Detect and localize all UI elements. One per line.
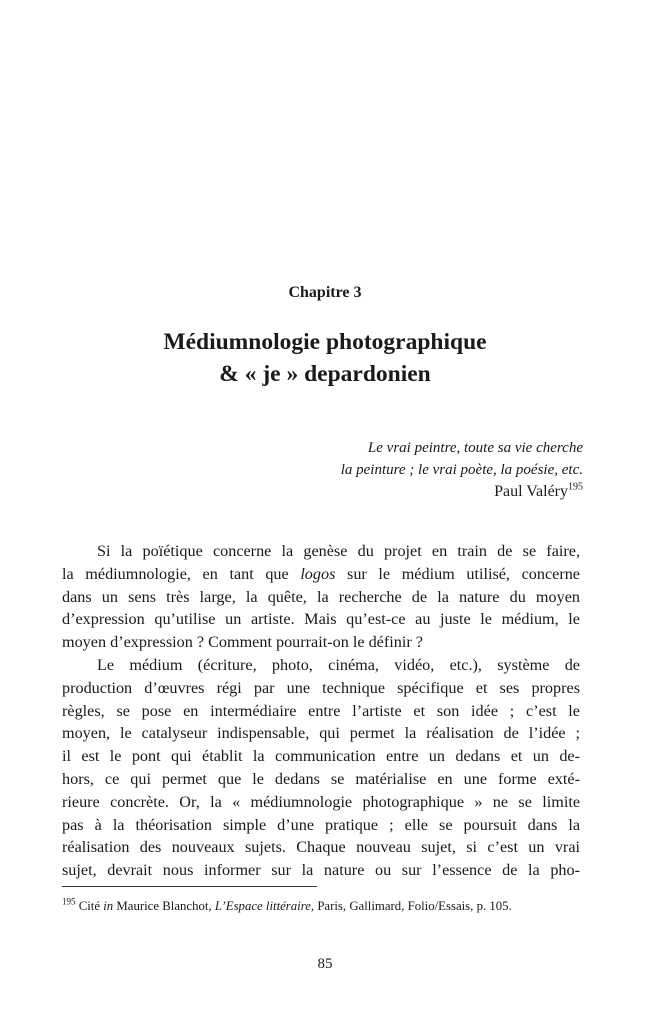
footnote-rest: , Paris, Gallimard, Folio/Essais, p. 105. <box>310 899 512 913</box>
body-line: dans un sens très large, la quête, la recherche de la nature du moyen <box>62 587 580 606</box>
body-line-segment: sur le médium utilisé, concerne <box>347 564 580 583</box>
body-line: rieure concrète. Or, la « médiumnologie photographique » ne se limite <box>62 792 580 811</box>
body-line: règles, se pose en intermédiaire entre l’artiste et son idée ; c’est le <box>62 701 580 720</box>
epigraph-line-2: la peinture ; le vrai poète, la poésie, etc. <box>340 462 583 478</box>
epigraph-line-1: Le vrai peintre, toute sa vie cherche <box>367 440 583 456</box>
footnote-number: 195 <box>62 896 76 907</box>
chapter-title-line-2: & « je » depardonien <box>219 361 431 387</box>
body-line: hors, ce qui permet que le dedans se matérialise en une forme exté- <box>62 769 580 788</box>
body-line: sujet, devrait nous informer sur la nature ou sur l’essence de la pho- <box>62 861 580 880</box>
footnote-author: Maurice Blanchot, <box>116 899 212 913</box>
body-line: Si la poïétique concerne la genèse du projet en train de se faire, <box>97 542 580 560</box>
body-text <box>62 540 580 882</box>
footnote-reference: 195 <box>568 481 583 493</box>
body-italic-term: logos <box>300 564 336 583</box>
body-line <box>62 563 580 586</box>
body-line: Le médium (écriture, photo, cinéma, vidéo, etc.), système de <box>97 655 580 674</box>
body-line: d’expression qu’utilise un artiste. Mais qu’est-ce au juste le médium, le <box>62 610 580 629</box>
footnote-work-title: L’Espace littéraire <box>214 899 311 913</box>
body-line: il est le pont qui établit la communication entre un dedans et un de- <box>62 747 580 766</box>
epigraph-author-name: Paul Valéry <box>494 483 568 500</box>
footnote-prefix: Cité <box>78 899 101 913</box>
footnote <box>62 898 592 915</box>
footnote-divider <box>62 886 317 887</box>
body-line: moyen, le catalyseur indispensable, qui permet la réalisation de l’idée ; <box>62 724 580 743</box>
body-line-segment: la médiumnologie, en tant que <box>62 564 289 583</box>
body-line: pas à la théorisation simple d’une pratique ; elle se poursuit dans la <box>62 815 580 834</box>
body-line: moyen d’expression ? Comment pourrait-on le définir ? <box>62 633 423 652</box>
body-line: réalisation des nouveaux sujets. Chaque nouveau sujet, si c’est un vrai <box>62 838 580 857</box>
chapter-label: Chapitre 3 <box>288 284 362 301</box>
footnote-in: in <box>103 899 114 913</box>
body-line: production d’œuvres régi par une technique spécifique et ses propres <box>62 678 580 697</box>
page-number: 85 <box>317 956 333 972</box>
epigraph-author <box>263 481 583 503</box>
chapter-title <box>0 326 650 390</box>
epigraph <box>263 437 583 503</box>
chapter-title-line-1: Médiumnologie photographique <box>163 329 487 355</box>
